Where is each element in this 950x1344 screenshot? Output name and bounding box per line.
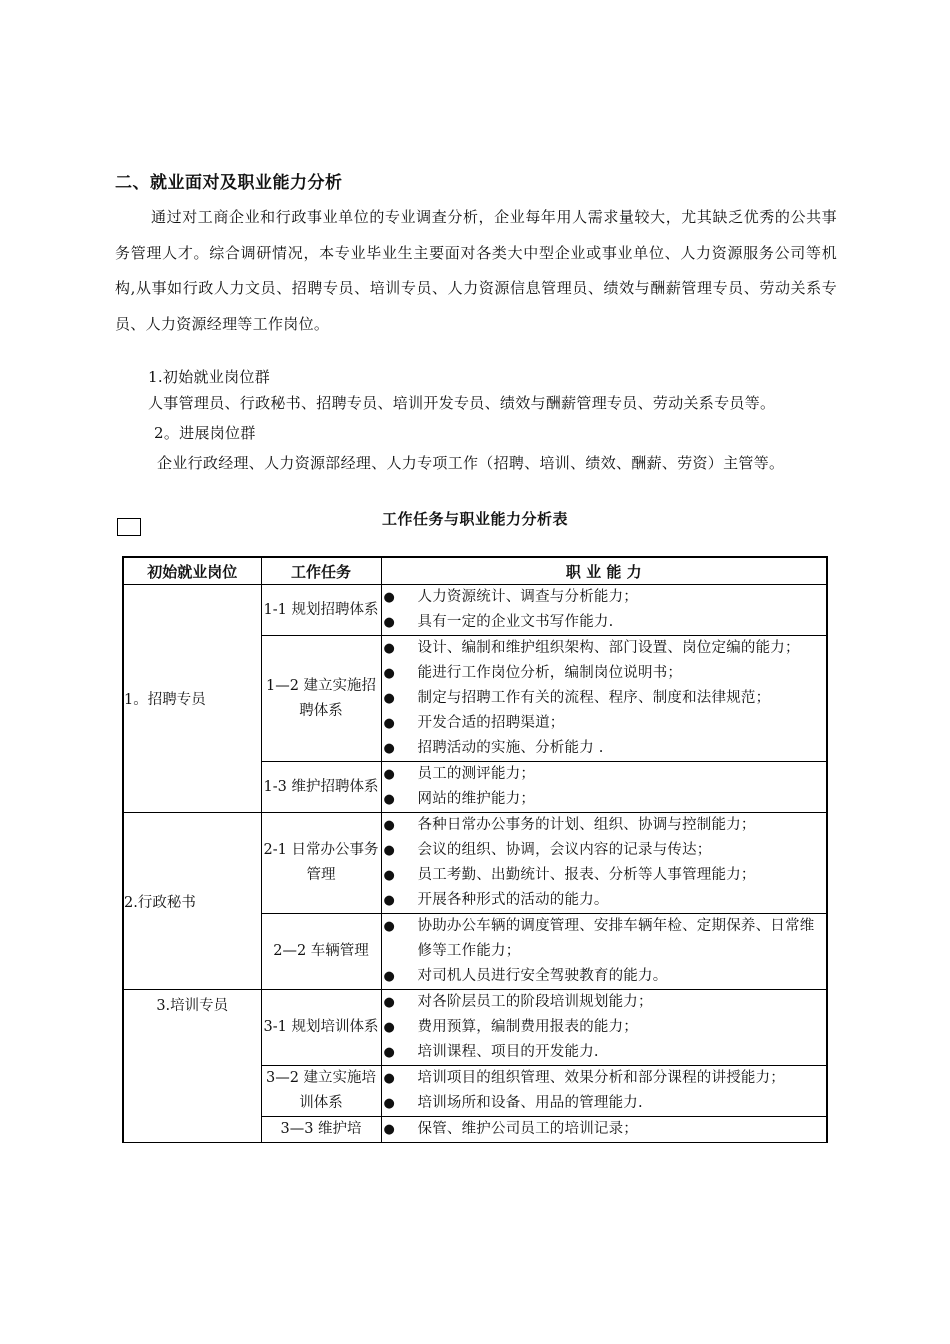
group2-title: 2。进展岗位群 [154,424,256,442]
ability-item: ● 各种日常办公事务的计划、组织、协调与控制能力； [382,813,827,838]
ability-item: ● 协助办公车辆的调度管理、安排车辆年检、定期保养、日常维修等工作能力； [382,914,827,964]
ability-item: ● 对司机人员进行安全驾驶教育的能力。 [382,964,827,989]
ability-cell [381,914,827,990]
section-heading: 二、就业面对及职业能力分析 [115,173,343,193]
table-header-row [123,557,827,585]
ability-item: ● 设计、编制和维护组织架构、部门设置、岗位定编的能力； [382,636,827,661]
task-cell: 2—2 车辆管理 [261,914,381,990]
ability-list [382,762,827,812]
ability-item: ● 具有一定的企业文书写作能力. [382,610,827,635]
ability-item: ● 员工考勤、出勤统计、报表、分析等人事管理能力； [382,863,827,888]
group2-text: 企业行政经理、人力资源部经理、人力专项工作（招聘、培训、绩效、酬薪、劳资）主管等。 [157,454,785,472]
header-task: 工作任务 [261,557,381,585]
ability-item: ● 招聘活动的实施、分析能力 . [382,736,827,761]
ability-item: ● 员工的测评能力； [382,762,827,787]
ability-list [382,636,827,761]
ability-item: ● 培训场所和设备、用品的管理能力. [382,1091,827,1116]
ability-list [382,1066,827,1116]
ability-cell [381,1117,827,1143]
table-caption: 工作任务与职业能力分析表 [381,510,568,528]
ability-list [382,914,827,989]
ability-item: ● 能进行工作岗位分析，编制岗位说明书； [382,661,827,686]
ability-item: ● 人力资源统计、调查与分析能力； [382,585,827,610]
task-cell: 3—2 建立实施培训体系 [261,1066,381,1117]
task-cell: 1-1 规划招聘体系 [261,585,381,636]
ability-item: ● 培训课程、项目的开发能力. [382,1040,827,1065]
ability-list [382,813,827,913]
group1-text: 人事管理员、行政秘书、招聘专员、培训开发专员、绩效与酬薪管理专员、劳动关系专员等。 [148,394,776,412]
ability-table [122,556,828,1143]
ability-item: ● 网站的维护能力； [382,787,827,812]
ability-item: ● 培训项目的组织管理、效果分析和部分课程的讲授能力； [382,1066,827,1091]
ability-item: ● 会议的组织、协调，会议内容的记录与传达； [382,838,827,863]
post-cell: 2.行政秘书 [123,813,261,990]
ability-item: ● 开发合适的招聘渠道； [382,711,827,736]
ability-list [382,1117,827,1142]
task-cell: 1-3 维护招聘体系 [261,762,381,813]
table-row [123,990,827,1066]
task-cell: 2-1 日常办公事务管理 [261,813,381,914]
ability-cell [381,990,827,1066]
ability-cell [381,636,827,762]
table-body [123,585,827,1143]
table-row [123,813,827,914]
ability-cell [381,1066,827,1117]
ability-cell [381,813,827,914]
group1-title: 1.初始就业岗位群 [148,368,271,386]
task-cell: 1—2 建立实施招聘体系 [261,636,381,762]
ability-cell [381,585,827,636]
post-cell: 1。招聘专员 [123,585,261,813]
task-cell: 3-1 规划培训体系 [261,990,381,1066]
table-row [123,585,827,636]
ability-item: ● 制定与招聘工作有关的流程、程序、制度和法律规范； [382,686,827,711]
ability-list [382,585,827,635]
ability-item: ● 保管、维护公司员工的培训记录； [382,1117,827,1142]
intro-paragraph: 通过对工商企业和行政事业单位的专业调查分析，企业每年用人需求量较大，尤其缺乏优秀的公共事务管理人才。综合调研情况，本专业毕业生主要面对各类大中型企业或事业单位、人力资源服务公司等机构,从事如行政人力文员、招聘专员、培训专员、人力资源信息管理员、绩效与酬薪管理专员、劳动关系专员、人力资源经理等工作岗位。 [115,208,837,333]
task-cell: 3—3 维护培 [261,1117,381,1143]
post-cell: 3.培训专员 [123,990,261,1143]
ability-item: ● 对各阶层员工的阶段培训规划能力； [382,990,827,1015]
header-ability: 职 业 能 力 [381,557,827,585]
ability-item: ● 开展各种形式的活动的能力。 [382,888,827,913]
ability-item: ● 费用预算，编制费用报表的能力； [382,1015,827,1040]
ability-cell [381,762,827,813]
header-post: 初始就业岗位 [123,557,261,585]
ability-list [382,990,827,1065]
